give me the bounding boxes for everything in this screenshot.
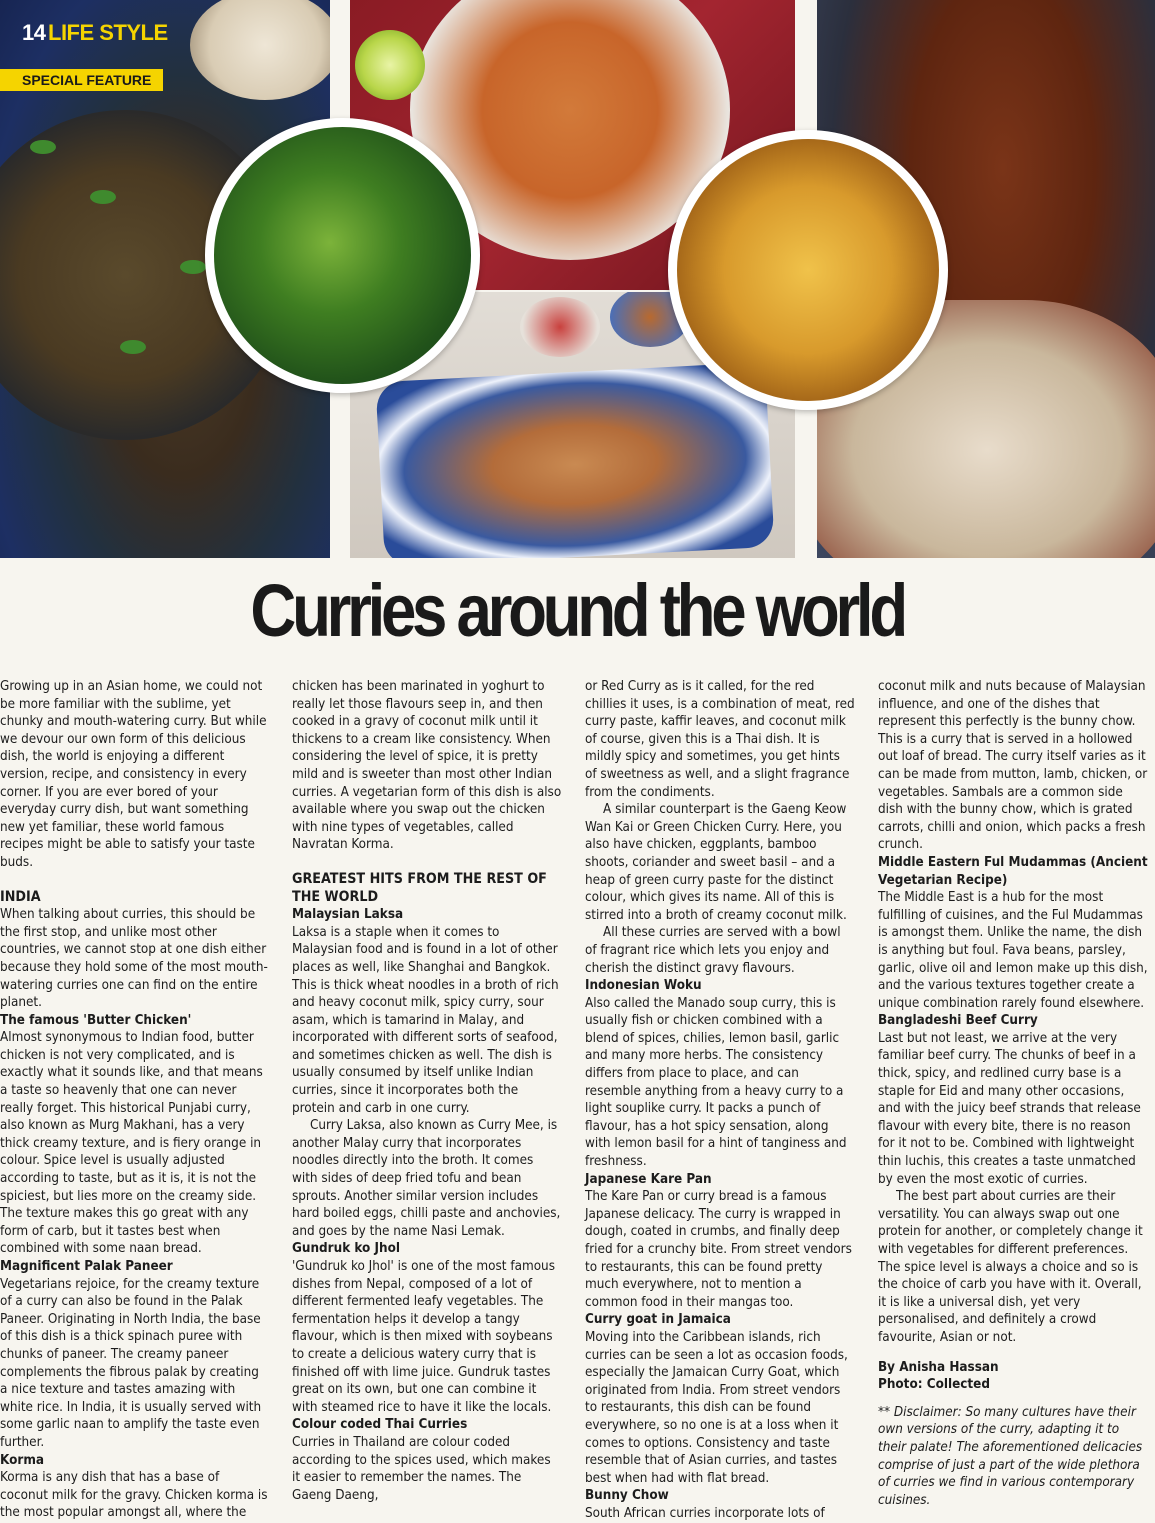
article-headline: Curries around the world — [250, 569, 904, 652]
paragraph: Vegetarians rejoice, for the creamy texture of a curry can also be found in the Palak Paneer. Originating in North India, the base of this dish is a thick spinach puree with chunks of paneer. The creamy paneer complements the fibrous palak by creating a nice texture and tastes amazing with white rice. In India, it is usually served with some garlic naan to amplify the taste even further. — [0, 1276, 262, 1450]
dish-heading: Bunny Chow — [585, 1488, 669, 1504]
paragraph: Korma is any dish that has a base of coconut milk for the gravy. Chicken korma is the most popular amongst all, where the — [0, 1470, 268, 1521]
herb-garnish — [30, 140, 56, 154]
paragraph: coconut milk and nuts because of Malaysian influence, and one of the dishes that represent this perfectly is the bunny chow. This is a curry that is served in a hollowed out loaf of bread. The curry itself varies as it can be made from mutton, lamb, chicken, or vegetables. Sambals are a common side dish with the bunny chow, which is grated carrots, chilli and onion, which packs a fresh crunch. — [878, 679, 1148, 853]
paragraph: Moving into the Caribbean islands, rich curries can be seen a lot as occasion foods, especially the Jamaican Curry Goat, which originated from India. From street vendors to restaurants, this dish can be found everywhere, so no one is at a loss when it comes to options. Consistency and taste resemble that of Asian curries, and tastes best when had with flat bread. — [585, 1329, 848, 1486]
herb-garnish — [180, 260, 206, 274]
dish-heading: Gundruk ko Jhol — [292, 1241, 400, 1257]
disclaimer-note: ** Disclaimer: So many cultures have their own versions of the curry, adapting it to their palate! The aforementioned delicacies comprise of just a part of the wide plethora of curries we find in various contemporary cuisines. — [878, 1404, 1143, 1508]
photo-credit: Photo: Collected — [878, 1377, 990, 1393]
dish-heading: Bangladeshi Beef Curry — [878, 1013, 1038, 1029]
photo-collage — [0, 0, 1155, 558]
dish-heading: Curry goat in Jamaica — [585, 1312, 731, 1328]
closing-paragraph: The best part about curries are their versatility. You can always swap out one protein for another, or completely change it with vegetables for different preferences. The spice level is always a choice and so is the choice of carb you have with it. Overall, it is like a universal dish, yet very personalised, and definitely a crowd favourite, Asian or not. — [878, 1189, 1143, 1345]
paragraph: chicken has been marinated in yoghurt to really let those flavours seep in, and then cooked in a gravy of coconut milk until it thickens to a cream like consistency. When considering the level of spice, it is pretty mild and is sweeter than most other Indian curries. A vegetarian form of this dish is also available where you swap out the chicken with nine types of vegetables, called Navratan Korma. — [292, 679, 562, 853]
condiment-bowl-image — [520, 297, 600, 357]
photo-korma-circle — [668, 130, 948, 410]
paragraph: When talking about curries, this should be the first stop, and unlike most other countries, we cannot stop at one dish either because they hold some of the most mouth-watering curries one can find on the entire planet. — [0, 907, 268, 1011]
dish-heading: Japanese Kare Pan — [585, 1171, 712, 1187]
dish-heading: Malaysian Laksa — [292, 907, 404, 923]
photo-palak-paneer-circle — [205, 118, 480, 393]
section-heading: GREATEST HITS FROM THE REST OF THE WORLD — [292, 870, 547, 905]
paragraph: All these curries are served with a bowl of fragrant rice which lets you enjoy and cherish the distinct gravy flavours. — [585, 925, 841, 976]
paragraph: Laksa is a staple when it comes to Malaysian food and is found in a lot of other places as well, like Shanghai and Bangkok. This is thick wheat noodles in a broth of rich and heavy coconut milk, spicy curry, sour asam, which is tamarind in Malay, and incorporated with different sorts of seafood, and sometimes chicken as well. The dish is usually consumed by itself unlike Indian curries, since it incorporates both the protein and carb in one curry. — [292, 924, 559, 1116]
article-column-2 — [292, 678, 562, 1504]
dish-heading: The famous 'Butter Chicken' — [0, 1012, 192, 1028]
article-column-3 — [585, 678, 855, 1523]
paragraph: Also called the Manado soup curry, this is usually fish or chicken combined with a blend of spices, chilies, lemon basil, garlic and many more herbs. The consistency differs from place to place, and can resemble anything from a heavy curry to a light souplike curry. It packs a punch of flavour, has a hot spicy sensation, along with lemon basil for a hint of tanginess and freshness. — [585, 995, 847, 1170]
paragraph: South African curries incorporate lots of — [585, 1505, 825, 1521]
paragraph: or Red Curry as is it called, for the red chillies it uses, is a combination of meat, red curry paste, kaffir leaves, and coconut milk of course, given this is a Thai dish. It is mildly spicy and sometimes, you get hints of sweetness as well, and a slight fragrance from the condiments. — [585, 679, 855, 800]
lime-image — [355, 30, 425, 100]
section-heading: INDIA — [0, 888, 41, 905]
page-number: 14 — [22, 20, 46, 45]
dish-heading: Colour coded Thai Curries — [292, 1417, 468, 1433]
rice-bowl-image — [190, 0, 330, 100]
article-column-4 — [878, 678, 1148, 1509]
herb-garnish — [90, 190, 116, 204]
paragraph: Curries in Thailand are colour coded according to the spices used, which makes it easier to remember the names. The Gaeng Daeng, — [292, 1434, 551, 1503]
dish-heading: Indonesian Woku — [585, 978, 702, 994]
paragraph: Almost synonymous to Indian food, butter chicken is not very complicated, and is exactly what it sounds like, and that means a taste so heavenly that one can never really forget. This historical Punjabi curry, also known as Murg Makhani, has a very thick creamy texture, and is fiery orange in colour. Spice level is usually adjusted according to taste, but as it is, it is not the spiciest, but lies more on the creamy side. The texture makes this go great with any form of carb, but it tastes best when combined with some naan bread. — [0, 1030, 263, 1257]
paragraph: Curry Laksa, also known as Curry Mee, is another Malay curry that incorporates noodles directly into the broth. It comes with sides of deep fried tofu and bean sprouts. Another similar version includes hard boiled eggs, chilli paste and anchovies, and goes by the name Nasi Lemak. — [292, 1118, 561, 1239]
article-column-1 — [0, 678, 270, 1522]
fish-dish-image — [375, 362, 774, 558]
section-title: LIFE STYLE — [48, 20, 168, 45]
dish-heading: Korma — [0, 1452, 45, 1468]
dish-heading: Magnificent Palak Paneer — [0, 1259, 173, 1274]
paragraph: A similar counterpart is the Gaeng Keow Wan Kai or Green Chicken Curry. Here, you also have chicken, eggplants, bamboo shoots, coriander and sweet basil – and a heap of green curry paste for the distinct colour, which gives its name. All of this is stirred into a broth of creamy coconut milk. — [585, 802, 847, 923]
paragraph: Last but not least, we arrive at the very familiar beef curry. The chunks of beef in a thick, spicy, and redlined curry base is a staple for Eid and many other occasions, and with the juicy beef strands that release flavour with every bite, there is no reason for it not to be. Combined with lightweight thin luchis, this creates a taste unmatched by even the most exotic of curries. — [878, 1030, 1141, 1187]
feature-label: SPECIAL FEATURE — [0, 69, 163, 91]
paragraph: The Middle East is a hub for the most fulfilling of cuisines, and the Ful Mudammas is amongst them. Unlike the name, the dish is anything but foul. Fava beans, parsley, garlic, olive oil and lemon make up this dish, and the various textures together create a unique combination rarely found elsewhere. — [878, 890, 1148, 1011]
paragraph: 'Gundruk ko Jhol' is one of the most famous dishes from Nepal, composed of a lot of different fermented leafy vegetables. The fermentation helps it develop a tangy flavour, which is then mixed with soybeans to create a delicious watery curry that is finished off with lime juice. Gundruk tastes great on its own, but one can combine it with steamed rice to have it like the locals. — [292, 1259, 555, 1415]
intro-paragraph: Growing up in an Asian home, we could not be more familiar with the sublime, yet chunky and mouth-watering curry. But while we devour our own form of this delicious dish, the world is enjoying a different version, recipe, and consistency in every corner. If you are ever bored of your everyday curry dish, but want something new yet familiar, these world famous recipes might be able to satisfy your taste buds. — [0, 679, 267, 870]
paragraph: The Kare Pan or curry bread is a famous Japanese delicacy. The curry is wrapped in dough, coated in crumbs, and finally deep fried for a crunchy bite. From street vendors to restaurants, this can be found pretty much everywhere, not to mention a common food in their mangas too. — [585, 1189, 852, 1310]
author-byline: By Anisha Hassan — [878, 1359, 999, 1375]
herb-garnish — [120, 340, 146, 354]
dish-heading: Middle Eastern Ful Mudammas (Ancient Vegetarian Recipe) — [878, 854, 1148, 888]
